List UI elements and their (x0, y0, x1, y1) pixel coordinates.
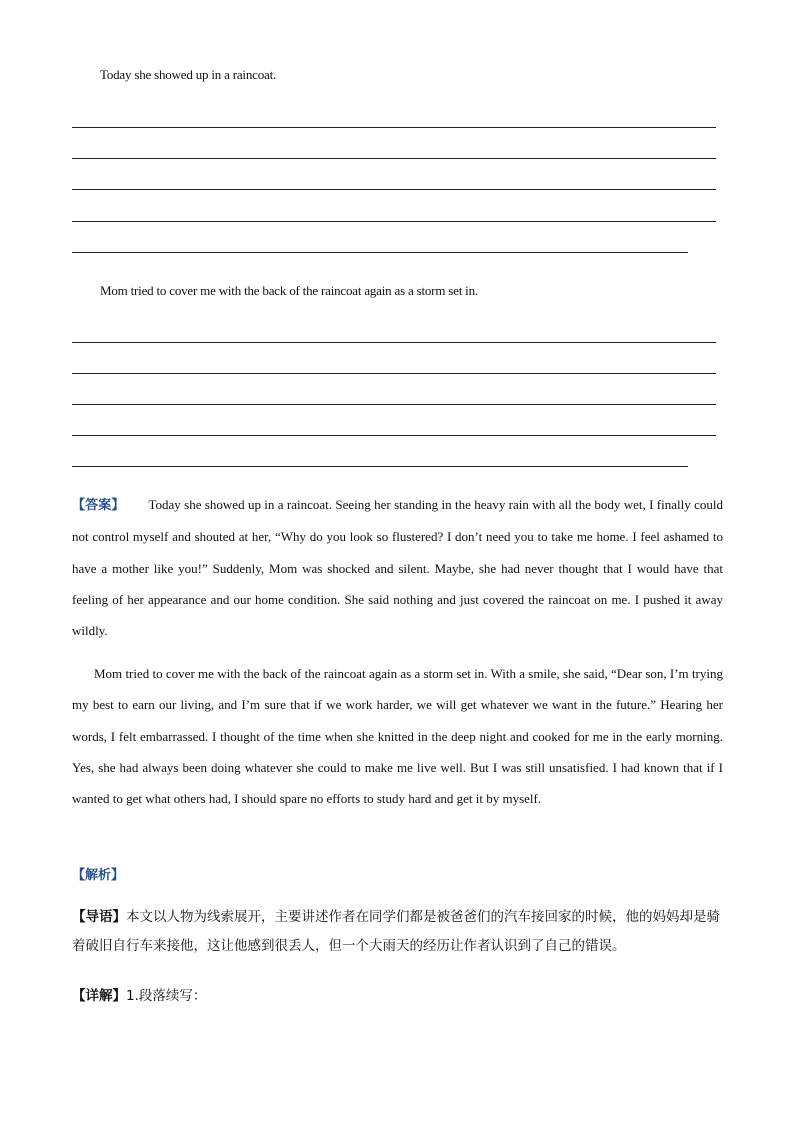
writing-line (72, 466, 688, 467)
detail-paragraph (72, 982, 723, 1011)
writing-line (72, 342, 716, 343)
guide-paragraph (72, 903, 723, 961)
writing-line (72, 435, 716, 436)
writing-line (72, 158, 716, 159)
writing-line (72, 373, 716, 374)
writing-line (72, 127, 716, 128)
writing-line (72, 221, 716, 222)
detail-tag: 【详解】 (72, 988, 126, 1004)
writing-line (72, 252, 688, 253)
prompt-line-2: Mom tried to cover me with the back of the raincoat again as a storm set in. (100, 283, 478, 298)
prompt-line-1: Today she showed up in a raincoat. (100, 67, 277, 82)
guide-text: 本文以人物为线索展开，主要讲述作者在同学们都是被爸爸们的汽车接回家的时候，他的妈妈却是骑着破旧自行车来接他，这让他感到很丢人，但一个大雨天的经历让作者认识到了自己的错误。 (72, 909, 720, 954)
answer-paragraph-2: Mom tried to cover me with the back of the raincoat again as a storm set in. With a smile, she said, “Dear son, I’m trying my best to earn our living, and I’m sure that if we work harder, we will get whatever we want in the future.” Hearing her words, I felt embarrassed. I thought of the time when she knitted in the deep night and cooked for me in the early morning. Yes, she had always been doing whatever she could to make me live well. But I was still unsatisfied. I had known that if I wanted to get what others had, I should spare no efforts to study hard and get it by myself. (72, 666, 723, 807)
writing-line (72, 189, 716, 190)
guide-tag: 【导语】 (72, 909, 126, 925)
analysis-tag: 【解析】 (72, 868, 125, 883)
answer-tag: 【答案】 (72, 498, 125, 513)
writing-line (72, 404, 716, 405)
answer-text-1: Today she showed up in a raincoat. Seeing her standing in the heavy rain with all the body wet, I finally could not control myself and shouted at her, “Why do you look so flustered? I don’t need you to take me home. I feel ashamed to have a mother like you!” Suddenly, Mom was shocked and silent. Maybe, she had never thought that I would have that feeling of her appearance and our home condition. She said nothing and just covered the raincoat on me. I pushed it away wildly. (72, 497, 723, 639)
detail-text: 1.段落续写： (126, 988, 207, 1004)
answer-paragraph-1 (72, 489, 723, 646)
